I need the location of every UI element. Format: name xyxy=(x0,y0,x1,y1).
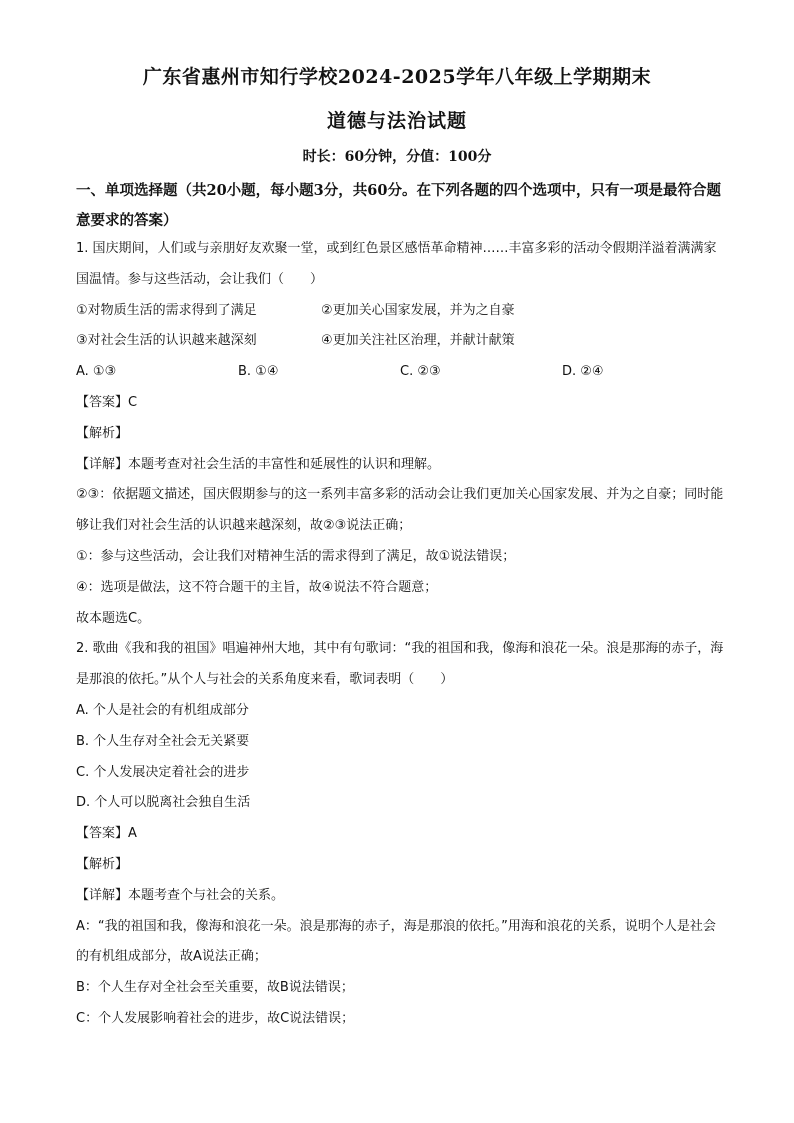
q1-option-1: ①对物质生活的需求得到了满足 xyxy=(76,302,257,318)
q1-choices xyxy=(76,357,724,388)
q1-conclusion: 故本题选C。 xyxy=(76,610,151,626)
q2-analysis-label: 【解析】 xyxy=(76,856,129,872)
q1-answer: 【答案】C xyxy=(76,394,138,410)
q2-detail: 【详解】本题考查个与社会的关系。 xyxy=(76,887,285,903)
q1-explanation-1: ②③：依据题文描述，国庆假期参与的这一系列丰富多彩的活动会让我们更加关心国家发展、并为之自豪；同时能够让我们对社会生活的认识越来越深刻，故②③说法正确； xyxy=(76,487,724,534)
q2-stem: 2. 歌曲《我和我的祖国》唱遍神州大地，其中有句歌词：“我的祖国和我，像海和浪花一朵。浪是那海的赤子，海是那浪的依托。”从个人与社会的关系角度来看，歌词表明（ ） xyxy=(76,641,724,688)
q2-explanation-a: A：“我的祖国和我，像海和浪花一朵。浪是那海的赤子，海是那浪的依托。”用海和浪花的关系，说明个人是社会的有机组成部分，故A说法正确； xyxy=(76,918,716,965)
section-heading: 一、单项选择题（共20小题，每小题3分，共60分。在下列各题的四个选项中，只有一项是最符合题意要求的答案） xyxy=(76,182,721,229)
q1-choice-a: A. ①③ xyxy=(76,364,117,380)
q2-option-b: B. 个人生存对全社会无关紧要 xyxy=(76,733,250,749)
q1-option-4: ④更加关注社区治理，并献计献策 xyxy=(321,333,515,349)
q2-answer: 【答案】A xyxy=(76,826,137,842)
q2-option-a: A. 个人是社会的有机组成部分 xyxy=(76,702,249,718)
q1-option-3: ③对社会生活的认识越来越深刻 xyxy=(76,333,257,349)
exam-title-line1: 广东省惠州市知行学校2024-2025学年八年级上学期期末 xyxy=(142,66,652,88)
q1-choice-b: B. ①④ xyxy=(238,364,279,380)
q1-detail: 【详解】本题考查对社会生活的丰富性和延展性的认识和理解。 xyxy=(76,456,441,472)
exam-meta: 时长：60分钟，分值：100分 xyxy=(302,149,492,165)
q1-analysis-label: 【解析】 xyxy=(76,425,129,441)
q1-stem: 1. 国庆期间，人们或与亲朋好友欢聚一堂，或到红色景区感悟革命精神……丰富多彩的活动令假期洋溢着满满家国温情。参与这些活动，会让我们（ ） xyxy=(76,241,717,287)
q2-explanation-c: C：个人发展影响着社会的进步，故C说法错误； xyxy=(76,1010,355,1026)
q2-option-c: C. 个人发展决定着社会的进步 xyxy=(76,764,250,780)
q1-options-row2 xyxy=(76,326,724,357)
q1-choice-d: D. ②④ xyxy=(562,364,604,380)
q2-explanation-b: B：个人生存对全社会至关重要，故B说法错误； xyxy=(76,980,354,996)
q1-option-2: ②更加关心国家发展，并为之自豪 xyxy=(321,302,515,318)
q1-explanation-2: ①：参与这些活动，会让我们对精神生活的需求得到了满足，故①说法错误； xyxy=(76,548,516,564)
q1-explanation-3: ④：选项是做法，这不符合题干的主旨，故④说法不符合题意； xyxy=(76,579,438,595)
questions-body xyxy=(76,234,724,1035)
q1-options-row1 xyxy=(76,296,724,327)
exam-title-line2: 道德与法治试题 xyxy=(326,110,467,132)
q2-option-d: D. 个人可以脱离社会独自生活 xyxy=(76,795,251,811)
q1-choice-c: C. ②③ xyxy=(400,364,441,380)
